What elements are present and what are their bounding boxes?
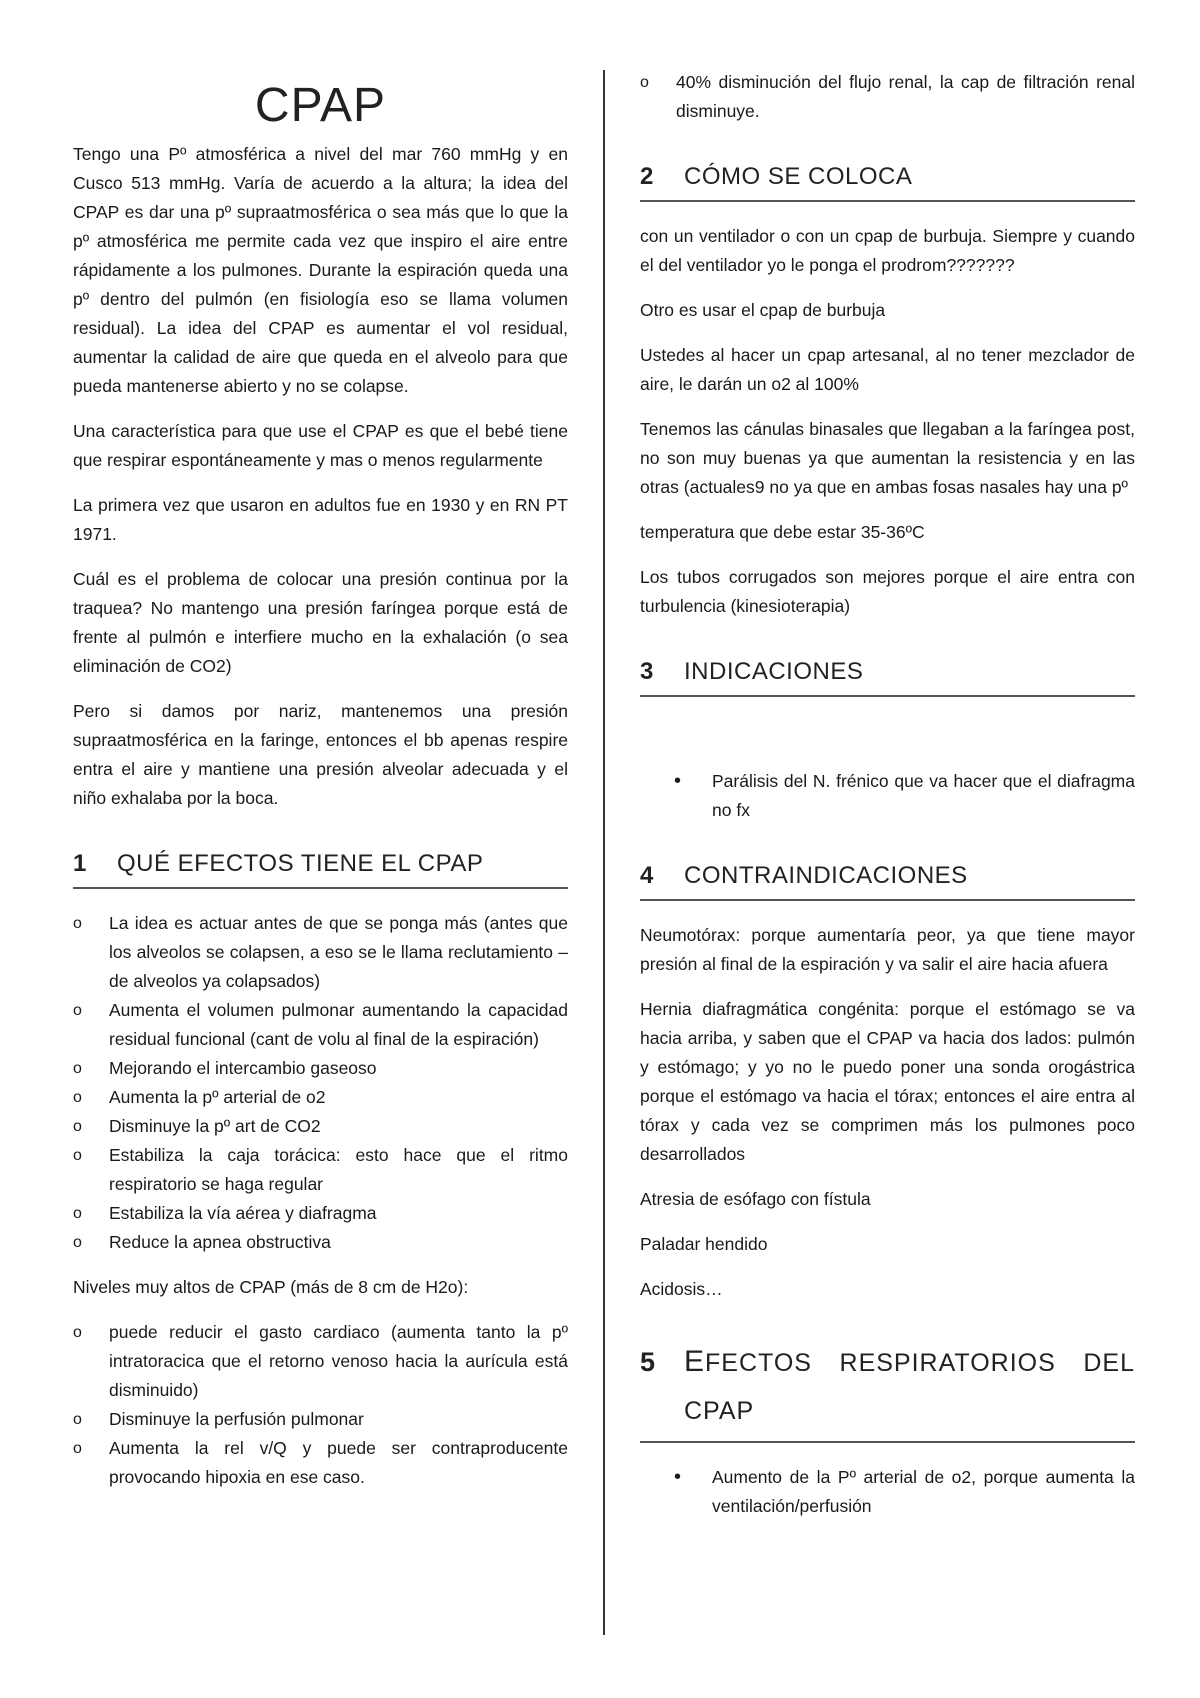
paragraph: Paladar hendido <box>640 1234 768 1254</box>
high-cpap-list-continued <box>640 68 1135 126</box>
blank-space <box>640 717 1135 767</box>
indications-list <box>640 767 1135 825</box>
document-title: CPAP <box>254 79 387 132</box>
right-column <box>640 60 1135 1537</box>
intro-paragraph: La primera vez que usaron en adultos fue en 1930 y en RN PT 1971. <box>73 495 568 544</box>
paragraph: Tenemos las cánulas binasales que llegaban a la faríngea post, no son muy buenas ya que aumentan la resistencia y en las otras (actuales9 no ya que en ambas fosas nasales hay una pº <box>640 419 1135 497</box>
column-divider <box>603 70 605 1635</box>
paragraph: Otro es usar el cpap de burbuja <box>640 300 886 320</box>
section-5-heading <box>640 1338 1135 1443</box>
paragraph: Hernia diafragmática congénita: porque el estómago se va hacia arriba, y saben que el CPAP va hacia dos lados: pulmón y estómago; y yo no le puedo poner una sonda orogástrica porque el estómago va hacia el tórax; entonces el aire entra al tórax y cada vez se comprimen más los pulmones poco desarrollados <box>640 999 1135 1164</box>
list-item: o 40% disminución del flujo renal, la cap de filtración renal disminuye. <box>640 68 1135 126</box>
list-item: • Aumento de la Pº arterial de o2, porque aumenta la ventilación/perfusión <box>640 1463 1135 1521</box>
list-item: o Disminuye la pº art de CO2 <box>73 1112 568 1141</box>
section-title-initial: E <box>684 1345 706 1378</box>
section-4-heading <box>640 859 1135 901</box>
list-item: o Disminuye la perfusión pulmonar <box>73 1405 568 1434</box>
intro-paragraph: Pero si damos por nariz, mantenemos una presión supraatmosférica en la faringe, entonces el bb apenas respire entra el aire y mantiene una presión alveolar adecuada y el niño exhalaba por la boca. <box>73 701 568 808</box>
list-item: o Mejorando el intercambio gaseoso <box>73 1054 568 1083</box>
section-number: 2 <box>640 163 654 190</box>
intro-paragraph: Cuál es el problema de colocar una presión continua por la traquea? No mantengo una presión faríngea porque está de frente al pulmón e interfiere mucho en la exhalación (o sea eliminación de CO2) <box>73 569 568 676</box>
list-item: o La idea es actuar antes de que se ponga más (antes que los alveolos se colapsen, a eso se le llama reclutamiento – de alveolos ya colapsados) <box>73 909 568 996</box>
paragraph: Acidosis… <box>640 1279 723 1299</box>
section-title <box>684 1338 1135 1435</box>
high-cpap-list <box>73 1318 568 1492</box>
section-number: 3 <box>640 658 654 685</box>
section-number: 5 <box>640 1347 656 1377</box>
paragraph: temperatura que debe estar 35-36ºC <box>640 522 925 542</box>
effects-list <box>73 909 568 1257</box>
list-item: o Aumenta la pº arterial de o2 <box>73 1083 568 1112</box>
left-column <box>73 60 568 1508</box>
list-item: o Estabiliza la vía aérea y diafragma <box>73 1199 568 1228</box>
section-title: INDICACIONES <box>684 658 864 685</box>
list-item: • Parálisis del N. frénico que va hacer que el diafragma no fx <box>640 767 1135 825</box>
section-number: 4 <box>640 862 654 889</box>
list-item: o Aumenta la rel v/Q y puede ser contraproducente provocando hipoxia en ese caso. <box>73 1434 568 1492</box>
list-item: o Reduce la apnea obstructiva <box>73 1228 568 1257</box>
list-item: o Aumenta el volumen pulmonar aumentando la capacidad residual funcional (cant de volu al final de la espiración) <box>73 996 568 1054</box>
section-3-heading <box>640 655 1135 697</box>
paragraph: Atresia de esófago con fístula <box>640 1189 871 1209</box>
section-number: 1 <box>73 850 87 877</box>
niveles-label: Niveles muy altos de CPAP (más de 8 cm de H2o): <box>73 1277 469 1297</box>
paragraph: Neumotórax: porque aumentaría peor, ya que tiene mayor presión al final de la espiración y va salir el aire hacia afuera <box>640 925 1135 974</box>
paragraph: Los tubos corrugados son mejores porque el aire entra con turbulencia (kinesioterapia) <box>640 567 1135 616</box>
paragraph: Ustedes al hacer un cpap artesanal, al no tener mezclador de aire, le darán un o2 al 100% <box>640 345 1135 394</box>
list-item: o puede reducir el gasto cardiaco (aumenta tanto la pº intratoracica que el retorno venoso hacia la aurícula está disminuido) <box>73 1318 568 1405</box>
section-title: CONTRAINDICACIONES <box>684 862 968 889</box>
section-2-heading <box>640 160 1135 202</box>
respiratory-effects-list <box>640 1463 1135 1521</box>
section-1-heading <box>73 847 568 889</box>
list-item: o Estabiliza la caja torácica: esto hace que el ritmo respiratorio se haga regular <box>73 1141 568 1199</box>
section-title: CÓMO SE COLOCA <box>684 163 913 190</box>
intro-paragraph: Una característica para que use el CPAP es que el bebé tiene que respirar espontáneamente y mas o menos regularmente <box>73 421 568 470</box>
section-title: QUÉ EFECTOS TIENE EL CPAP <box>117 850 484 877</box>
paragraph: con un ventilador o con un cpap de burbuja. Siempre y cuando el del ventilador yo le ponga el prodrom??????? <box>640 226 1135 275</box>
section-title-rest: FECTOS RESPIRATORIOS DEL CPAP <box>684 1349 1135 1425</box>
intro-paragraph: Tengo una Pº atmosférica a nivel del mar 760 mmHg y en Cusco 513 mmHg. Varía de acuerdo a la altura; la idea del CPAP es dar una pº supraatmosférica o sea más que lo que la pº atmosférica me permite cada vez que inspiro el aire entre rápidamente a los pulmones. Durante la espiración queda una pº dentro del pulmón (en fisiología eso se llama volumen residual). La idea del CPAP es aumentar el vol residual, aumentar la calidad de aire que queda en el alveolo para que pueda mantenerse abierto y no se colapse. <box>73 144 568 396</box>
